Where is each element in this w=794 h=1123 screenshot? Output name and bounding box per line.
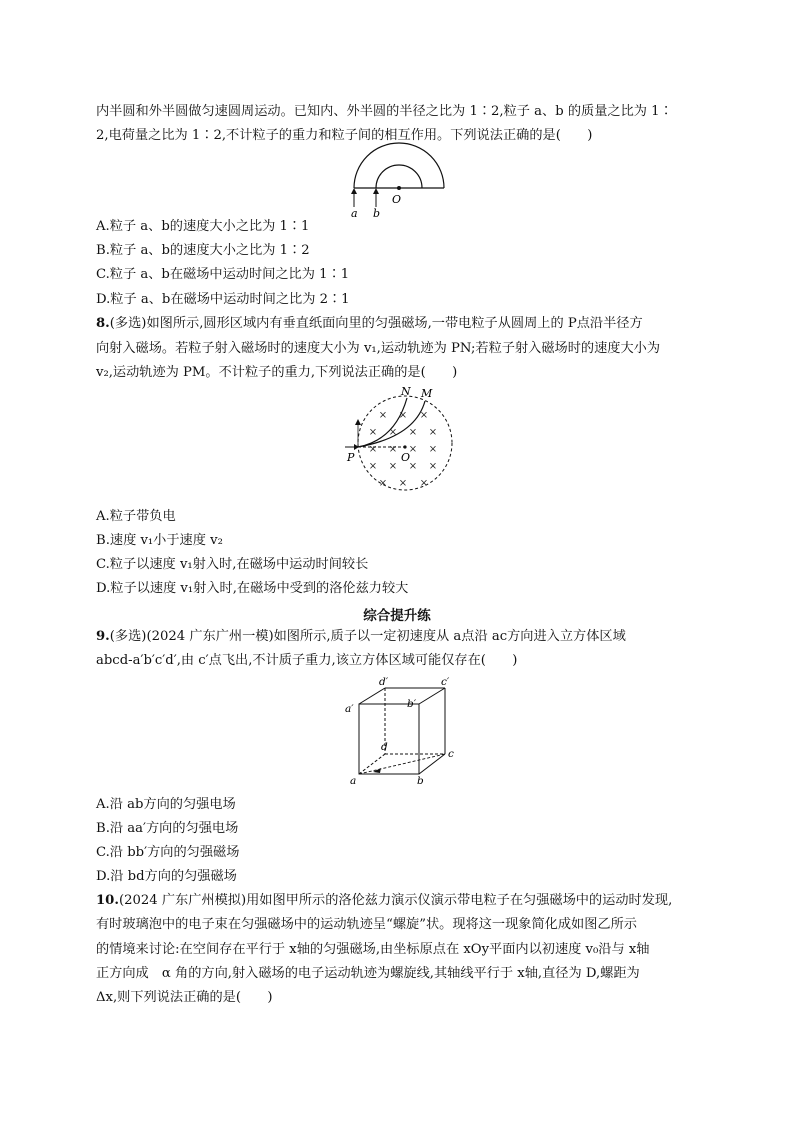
q8-option-a: A.粒子带负电 [96, 509, 176, 524]
q8-label-o: O [401, 451, 411, 464]
q8-stem-text-1: (多选)如图所示,圆形区域内有垂直纸面向里的匀强磁场,一带电粒子从圆周上的 P点沿半径方 [109, 316, 643, 331]
q8-stem-line-1 [96, 315, 643, 333]
svg-text:×: × [368, 461, 378, 472]
q8-option-c: C.粒子以速度 v₁射入时,在磁场中运动时间较长 [96, 557, 369, 572]
svg-text:×: × [419, 478, 429, 489]
q8-stem-line-2: 向射入磁场。若粒子射入磁场时的速度大小为 v₁,运动轨迹为 PN;若粒子射入磁场时的速度大小为 [96, 341, 661, 356]
q10-stem-line-2: 有时玻璃泡中的电子束在匀强磁场中的运动轨迹呈“螺旋”状。现将这一现象简化成如图乙所示 [96, 917, 637, 932]
q9-option-b: B.沿 aa′方向的匀强电场 [96, 821, 239, 836]
q7-label-b: b [373, 207, 381, 220]
svg-text:×: × [428, 461, 438, 472]
q7-semicircle-figure [340, 145, 460, 220]
q9-label-dp: d′ [379, 676, 389, 688]
q9-option-c: C.沿 bb′方向的匀强磁场 [96, 845, 240, 860]
q9-number: 9. [96, 629, 110, 644]
q10-stem-line-4: 正方向成 α 角的方向,射入磁场的电子运动轨迹为螺旋线,其轴线平行于 x轴,直径为 D,螺距为 [96, 966, 640, 981]
svg-text:×: × [388, 461, 398, 472]
q9-stem-text-1: (多选)(2024 广东广州一模)如图所示,质子以一定初速度从 a点沿 ac方向进入立方体区域 [109, 629, 626, 644]
svg-text:×: × [378, 478, 388, 489]
q8-label-p: P [347, 451, 355, 464]
svg-text:×: × [398, 410, 408, 421]
q10-stem-line-5: Δx,则下列说法正确的是( ) [96, 990, 273, 1005]
q10-stem-line-1 [96, 892, 672, 910]
q8-label-m: M [421, 387, 433, 400]
q9-label-ap: a′ [345, 703, 354, 715]
svg-text:×: × [419, 410, 429, 421]
q9-label-d: d [381, 741, 388, 753]
q10-number: 10. [96, 893, 119, 908]
q8-option-d: D.粒子以速度 v₁射入时,在磁场中受到的洛伦兹力较大 [96, 581, 409, 596]
q9-cube-figure [345, 676, 455, 791]
q7-label-a: a [351, 207, 358, 220]
q9-stem-line-2: abcd-a′b′c′d′,由 c′点飞出,不计质子重力,该立方体区域可能仅存在( ) [96, 653, 518, 668]
svg-text:×: × [408, 444, 418, 455]
q8-option-b: B.速度 v₁小于速度 v₂ [96, 533, 223, 548]
svg-text:×: × [378, 410, 388, 421]
q7-option-c: C.粒子 a、b在磁场中运动时间之比为 1∶1 [96, 267, 350, 282]
q7-option-a: A.粒子 a、b的速度大小之比为 1∶1 [96, 219, 310, 234]
q10-stem-line-3: 的情境来讨论:在空间存在平行于 x轴的匀强磁场,由坐标原点在 xOy平面内以初速度 v₀沿与 x轴 [96, 942, 650, 957]
svg-text:×: × [408, 427, 418, 438]
q8-label-n: N [401, 385, 411, 398]
q10-stem-text-1: (2024 广东广州模拟)用如图甲所示的洛伦兹力演示仪演示带电粒子在匀强磁场中的运动时发现, [118, 893, 673, 908]
q8-stem-line-3: v₂,运动轨迹为 PM。不计粒子的重力,下列说法正确的是( ) [96, 365, 458, 380]
q7-label-o: O [392, 193, 402, 206]
svg-text:×: × [388, 444, 398, 455]
q9-label-cp: c′ [441, 676, 450, 688]
q7-stem-line-1: 内半圆和外半圆做匀速圆周运动。已知内、外半圆的半径之比为 1∶2,粒子 a、b 的质量之比为 1∶ [96, 104, 673, 119]
q7-stem-line-2: 2,电荷量之比为 1∶2,不计粒子的重力和粒子间的相互作用。下列说法正确的是( ) [96, 128, 593, 143]
q7-option-d: D.粒子 a、b在磁场中运动时间之比为 2∶1 [96, 292, 350, 307]
q7-option-b: B.粒子 a、b的速度大小之比为 1∶2 [96, 243, 310, 258]
q9-stem-line-1 [96, 628, 626, 646]
q8-number: 8. [96, 316, 110, 331]
q9-label-b: b [417, 775, 424, 787]
svg-text:×: × [368, 427, 378, 438]
svg-text:×: × [398, 478, 408, 489]
section-title: 综合提升练 [363, 608, 431, 624]
q9-label-bp: b′ [407, 698, 417, 710]
q8-circle-figure [345, 385, 460, 500]
svg-text:×: × [388, 427, 398, 438]
svg-text:×: × [368, 444, 378, 455]
q9-label-a: a [350, 775, 357, 787]
q9-option-a: A.沿 ab方向的匀强电场 [96, 797, 236, 812]
q9-label-c: c [448, 748, 454, 760]
svg-text:×: × [428, 427, 438, 438]
svg-text:×: × [428, 444, 438, 455]
svg-text:×: × [408, 461, 418, 472]
q9-option-d: D.沿 bd方向的匀强磁场 [96, 869, 237, 884]
